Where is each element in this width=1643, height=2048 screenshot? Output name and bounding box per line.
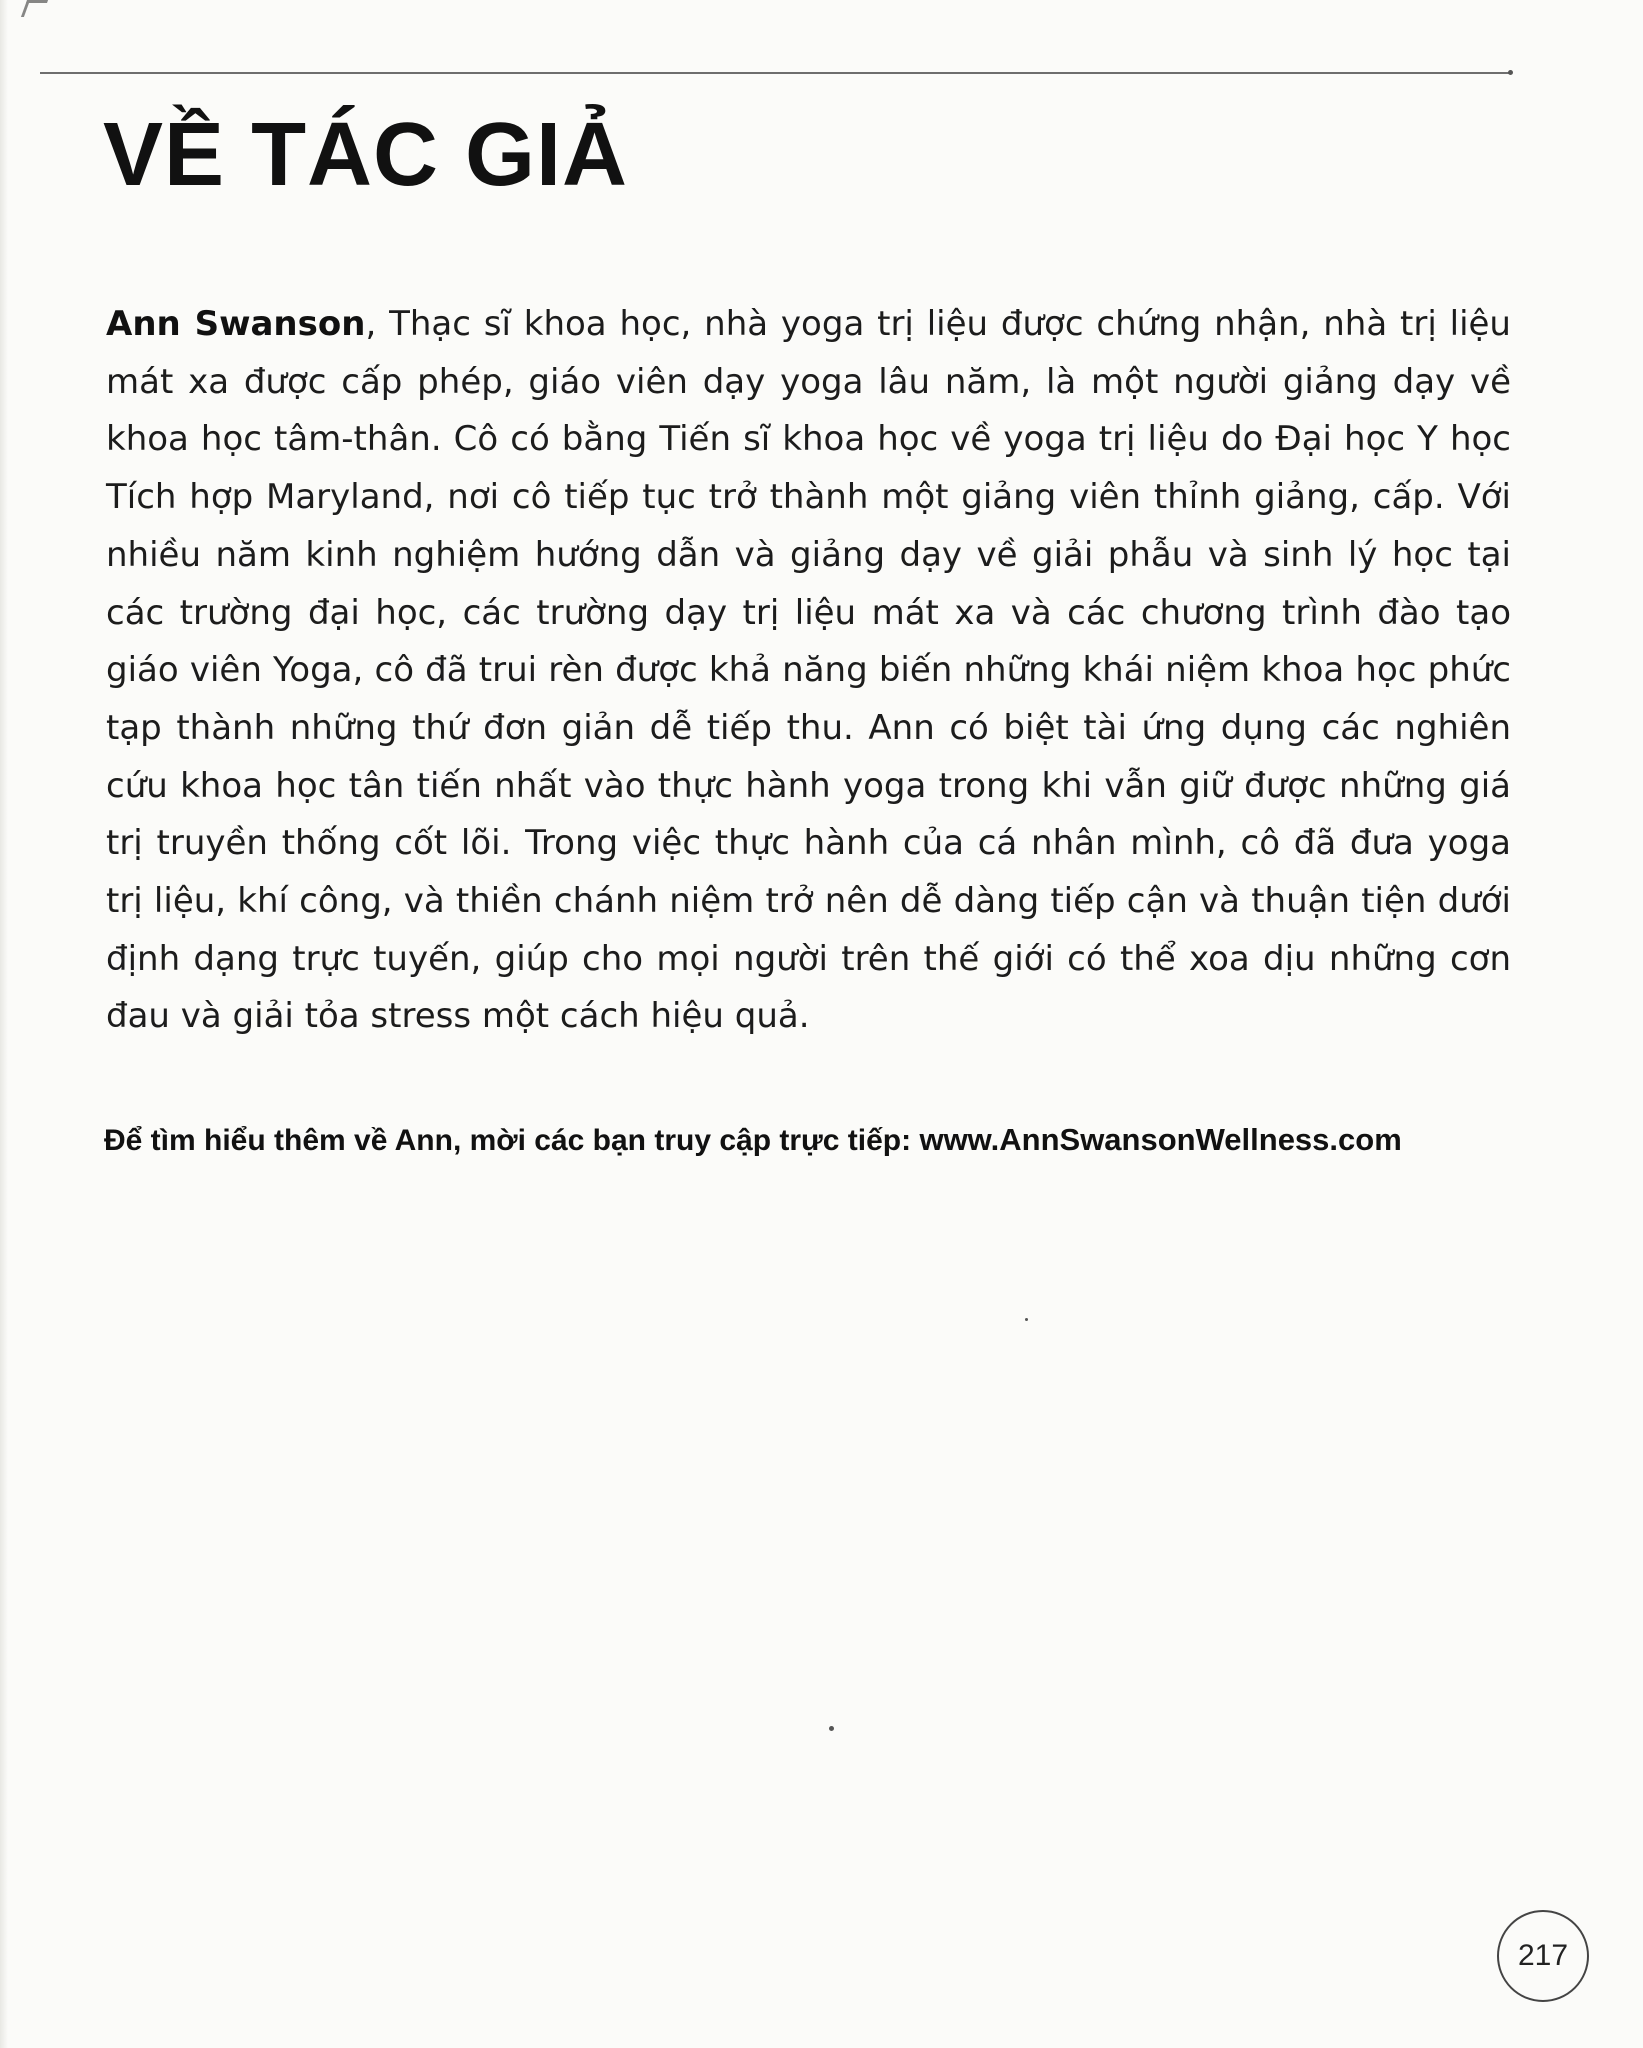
paper-speck [829, 1726, 834, 1731]
author-bio-paragraph [106, 296, 1511, 1046]
author-bio-text: , Thạc sĩ khoa học, nhà yoga trị liệu được chứng nhận, nhà trị liệu mát xa được cấp phép, giáo viên dạy yoga lâu năm, là một người giảng dạy về khoa học tâm-thân. Cô có bằng Tiến sĩ khoa học về yoga trị liệu do Đại học Y học Tích hợp Maryland, nơi cô tiếp tục trở thành một giảng viên thỉnh giảng, cấp. Với nhiều năm kinh nghiệm hướng dẫn và giảng dạy về giải phẫu và sinh lý học tại các trường đại học, các trường dạy trị liệu mát xa và các chương trình đào tạo giáo viên Yoga, cô đã trui rèn được khả năng biến những khái niệm khoa học phức tạp thành những thứ đơn giản dễ tiếp thu. Ann có biệt tài ứng dụng các nghiên cứu khoa học tân tiến nhất vào thực hành yoga trong khi vẫn giữ được những giá trị truyền thống cốt lõi. Trong việc thực hành của cá nhân mình, cô đã đưa yoga trị liệu, khí công, và thiền chánh niệm trở nên dễ dàng tiếp cận và thuận tiện dưới định dạng trực tuyến, giúp cho mọi người trên thế giới có thể xoa dịu những cơn đau và giải tỏa stress một cách hiệu quả. [106, 304, 1511, 1037]
page-number-badge [1497, 1910, 1589, 2002]
paper-speck [1025, 1318, 1028, 1321]
divider-end-dot [1508, 70, 1513, 75]
more-info-line [104, 1120, 1402, 1160]
page-edge-shadow [0, 0, 8, 2048]
page-number: 217 [1517, 1939, 1569, 1972]
corner-scan-mark [21, 0, 48, 17]
top-divider-line [40, 72, 1510, 74]
more-info-prefix: Để tìm hiểu thêm về Ann, mời các bạn truy cập trực tiếp: [104, 1124, 920, 1157]
author-name: Ann Swanson [106, 304, 366, 344]
website-link[interactable]: www.AnnSwansonWellness.com [919, 1122, 1402, 1157]
chapter-title: VỀ TÁC GIẢ [103, 105, 629, 205]
